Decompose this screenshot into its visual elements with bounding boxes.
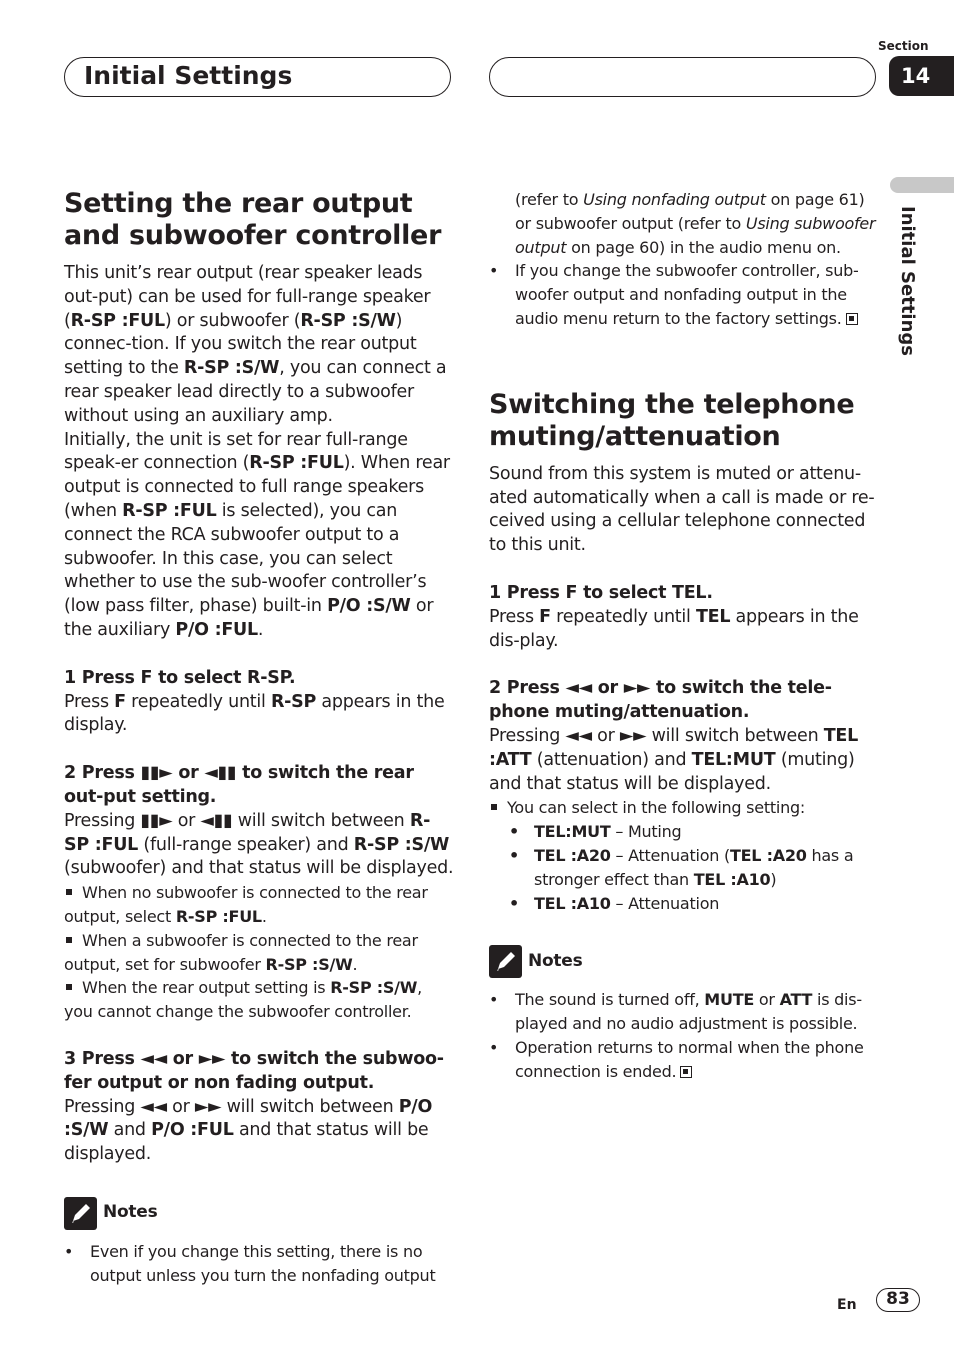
square-bullet-icon: [66, 889, 72, 895]
right-column: [489, 188, 879, 1084]
left-step-1-title: 1 Press F to select R-SP.: [64, 667, 296, 688]
right-section-heading: Switching the telephone muting/attenuation: [489, 388, 855, 452]
left-step-2-note-2: When a subwoofer is connected to the rear output, set for subwoofer R-SP :S/W.: [64, 930, 418, 974]
page-number: 83: [876, 1288, 920, 1312]
right-step-1-body: Press F repeatedly until TEL appears in the dis-play.: [489, 606, 859, 651]
side-section-label: Initial Settings: [897, 206, 918, 357]
left-step-2-notes: [64, 881, 454, 1024]
end-of-section-icon: [846, 313, 858, 325]
page-header-title: Initial Settings: [84, 61, 293, 90]
section-number-badge: 14: [889, 56, 954, 96]
right-step-2-body: Pressing ◄◄ or ►► will switch between TEL :ATT (attenuation) and TEL:MUT (muting) and that status will be displayed.: [489, 725, 859, 794]
left-step-2-body: Pressing ▮▮► or ◄▮▮ will switch between R-SP :FUL (full-range speaker) and R-SP :S/W (subwoofer) and that status will be displayed.: [64, 810, 454, 879]
right-continued-note-2: • If you change the subwoofer controller, sub-woofer output and nonfading output in the audio menu return to the factory settings.: [489, 259, 879, 330]
square-bullet-icon: [491, 804, 497, 810]
right-select-note: You can select in the following setting:: [489, 796, 879, 820]
side-tab-marker: [890, 177, 954, 193]
square-bullet-icon: [66, 984, 72, 990]
right-continued-note-1: (refer to Using nonfading output on page 61) or subwoofer output (refer to Using subwoofer output on page 60) in the audio menu on.: [515, 190, 876, 257]
left-notes-label: Notes: [103, 1202, 158, 1223]
left-step-2-note-1: When no subwoofer is connected to the rear output, select R-SP :FUL.: [64, 883, 428, 926]
right-step-2-title: 2 Press ◄◄ or ►► to switch the tele-phone muting/attenuation.: [489, 678, 832, 723]
right-notes-label: Notes: [528, 950, 583, 971]
left-step-2-title: 2 Press ▮▮► or ◄▮▮ to switch the rear out-put setting.: [64, 763, 414, 807]
left-notes-heading: [64, 1197, 454, 1230]
right-note-item-1: • The sound is turned off, MUTE or ATT is dis-played and no audio adjustment is possible.: [489, 988, 879, 1036]
left-intro-paragraph-1: This unit’s rear output (rear speaker leads out-put) can be used for full-range speaker (R-SP :FUL) or subwoofer (R-SP :S/W) connec-tion. If you switch the rear output setting to the R-SP :S/W, you can connect a rear speaker lead directly to a subwoofer without using an auxiliary amp.: [64, 263, 447, 426]
option-tel-a20: • TEL :A20 – Attenuation (TEL :A20 has a stronger effect than TEL :A10): [489, 844, 879, 892]
left-step-3-body: Pressing ◄◄ or ►► will switch between P/O :S/W and P/O :FUL and that status will be displayed.: [64, 1096, 433, 1165]
language-label: En: [837, 1297, 857, 1313]
left-note-item-1: • Even if you change this setting, there is no output unless you turn the nonfading output: [64, 1240, 454, 1288]
left-step-3-title: 3 Press ◄◄ or ►► to switch the subwoo-fer output or non fading output.: [64, 1048, 444, 1093]
right-step-1-title: 1 Press F to select TEL.: [489, 582, 713, 603]
right-intro-paragraph: Sound from this system is muted or attenu-ated automatically when a call is made or re-ceived using a cellular telephone connected to this unit.: [489, 463, 875, 556]
section-label: Section: [878, 39, 929, 53]
option-tel-a10: • TEL :A10 – Attenuation: [489, 892, 879, 916]
left-column: [64, 188, 454, 1287]
right-notes-heading: [489, 945, 879, 978]
notes-pencil-icon: [64, 1197, 97, 1230]
left-intro-paragraph-2: Initially, the unit is set for rear full-range speak-er connection (R-SP :FUL). When rear output is connected to full range speakers (when R-SP :FUL is selected), you can connect the RCA subwoofer output to a subwoofer. In this case, you can select whether to use the sub-woofer controller’s (low pass filter, phase) built-in P/O :S/W or the auxiliary P/O :FUL.: [64, 429, 450, 640]
header-pill-right: [489, 57, 876, 97]
left-section-heading: Setting the rear output and subwoofer controller: [64, 188, 442, 251]
option-tel-mut: • TEL:MUT – Muting: [489, 820, 879, 844]
end-of-section-icon: [680, 1066, 692, 1078]
left-step-1-body: Press F repeatedly until R-SP appears in the display.: [64, 691, 445, 736]
square-bullet-icon: [66, 937, 72, 943]
right-note-item-2: • Operation returns to normal when the phone connection is ended.: [489, 1036, 879, 1084]
left-step-2-note-3: When the rear output setting is R-SP :S/W, you cannot change the subwoofer controller.: [64, 978, 422, 1022]
notes-pencil-icon: [489, 945, 522, 978]
